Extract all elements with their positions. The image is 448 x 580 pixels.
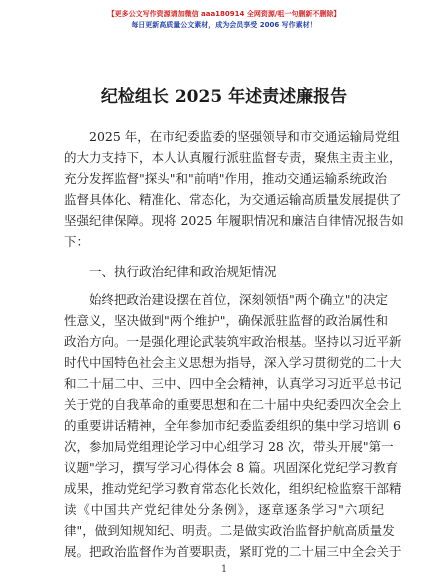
paragraph-line: 监督具体化、精准化、常态化，为交通运输高质量发展提供了	[64, 192, 402, 207]
paragraph-line: 始终把政治建设摆在首位，深刻领悟"两个确立"的决定	[89, 292, 389, 307]
paragraph-line: 2025 年，在市纪委监委的坚强领导和市交通运输局党组	[89, 129, 400, 144]
paragraph-line: 成果，推动党纪学习教育常态化长效化，组织纪检监察干部精	[64, 481, 402, 496]
paragraph-line: 时代中国特色社会主义思想为指导，深入学习贯彻党的二十大	[64, 355, 402, 370]
paragraph-line: 坚强纪律保障。现将 2025 年履职情况和廉洁自律情况报告如	[64, 213, 404, 228]
paragraph-line: 关于党的自我革命的重要思想和在二十届中央纪委四次全会上	[64, 397, 402, 412]
section-heading: 一、执行政治纪律和政治规矩情况	[89, 264, 277, 279]
paragraph-line: 充分发挥监督"探头"和"前哨"作用，推动交通运输系统政治	[64, 171, 387, 186]
paragraph-line: 次，参加局党组理论学习中心组学习 28 次，带头开展"第一	[64, 439, 394, 454]
paragraph-line: 律"，做到知规知纪、明责。二是做实政治监督护航高质量发	[64, 523, 395, 538]
paragraph-line: 的重要讲话精神，全年参加市纪委监委组织的集中学习培训 6	[64, 418, 401, 433]
page-number: 1	[220, 564, 228, 575]
paragraph-line: 下：	[64, 234, 90, 249]
paragraph-line: 的大力支持下，本人认真履行派驻监督专责，聚焦主责主业，	[64, 150, 402, 165]
promo-banner-line-1: 【更多公文写作资源请加微信 aaa180914 全网资源/咀一句删新不删除】	[107, 10, 341, 18]
paragraph-line: 读《中国共产党纪律处分条例》，逐章逐条学习"六项纪	[64, 502, 384, 517]
paragraph-line: 政治方向。一是强化理论武装筑牢政治根基。坚持以习近平新	[64, 334, 402, 349]
promo-banner-line-2: 每日更新高质量公文素材，成为会员享受 2006 写作素材！	[131, 21, 317, 29]
paragraph-line: 议题"学习，撰写学习心得体会 8 篇。巩固深化党纪学习教育	[64, 460, 399, 475]
paragraph-line: 性意义，坚决做到"两个维护"，确保派驻监督的政治属性和	[64, 313, 389, 328]
paragraph-line: 和二十届二中、三中、四中全会精神，认真学习习近平总书记	[64, 376, 402, 391]
document-title: 纪检组长 2025 年述责述廉报告	[100, 87, 348, 107]
paragraph-line: 展。把政治监督作为首要职责，紧盯党的二十届三中全会关于	[64, 544, 402, 559]
